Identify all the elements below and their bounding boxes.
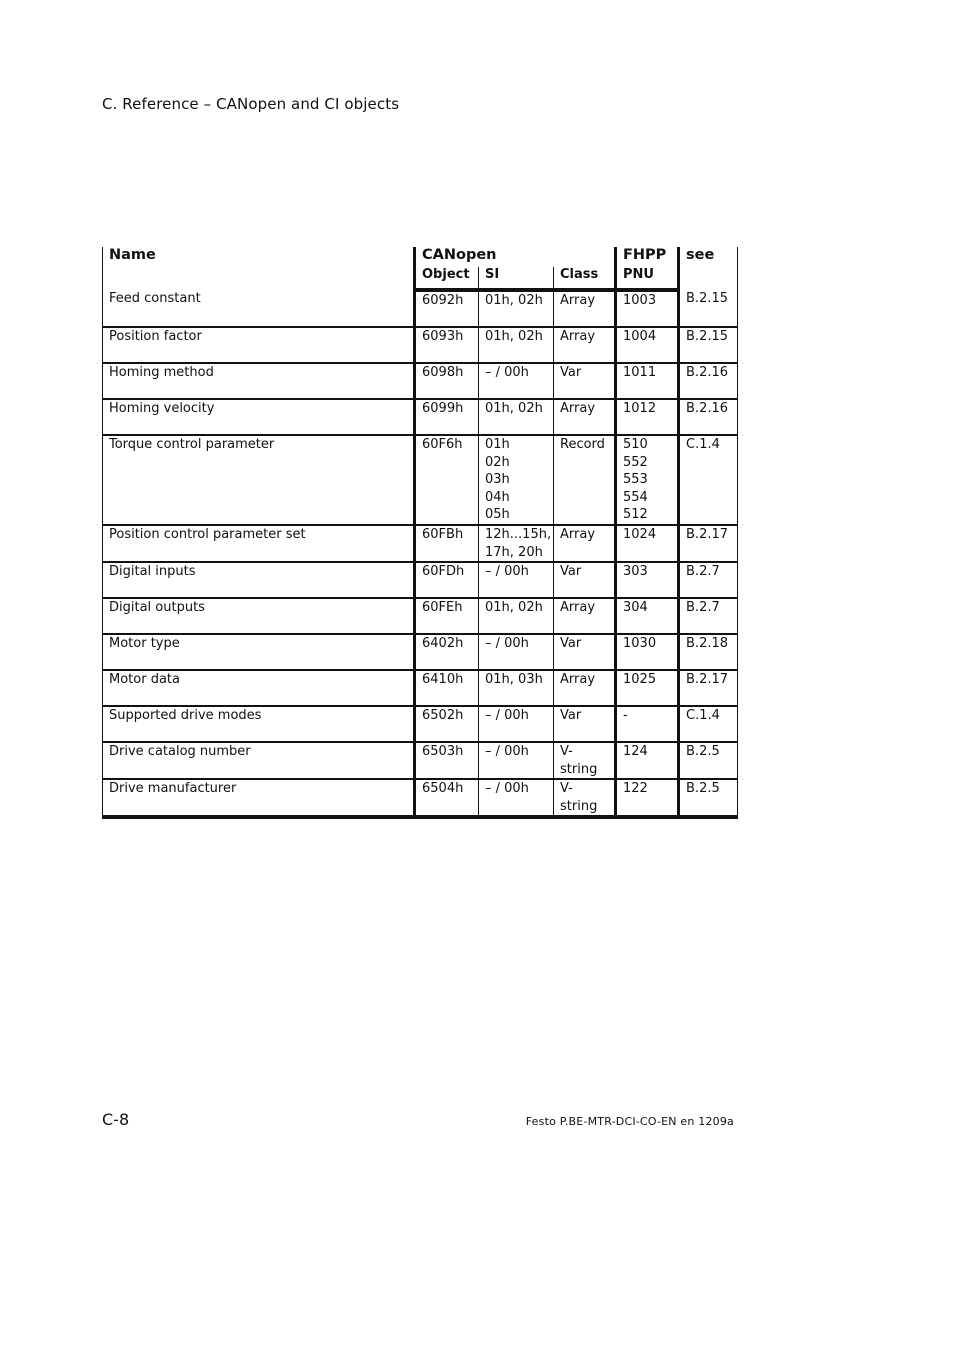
table-row <box>103 327 738 363</box>
cell-si: – / 00h <box>479 363 554 399</box>
cell-class: Array <box>554 670 616 706</box>
table-row <box>103 363 738 399</box>
cell-object: 6410h <box>415 670 479 706</box>
cell-see: B.2.17 <box>679 525 738 562</box>
cell-see: C.1.4 <box>679 706 738 742</box>
cell-pnu: 1011 <box>616 363 679 399</box>
cell-see: B.2.17 <box>679 670 738 706</box>
cell-pnu: 1024 <box>616 525 679 562</box>
cell-si: 01h, 02h <box>479 598 554 634</box>
cell-si: 01h, 02h <box>479 399 554 435</box>
cell-si: 01h, 03h <box>479 670 554 706</box>
cell-object: 6098h <box>415 363 479 399</box>
cell-see: B.2.18 <box>679 634 738 670</box>
page-number: C-8 <box>102 1110 130 1129</box>
cell-see: B.2.7 <box>679 598 738 634</box>
cell-class: Array <box>554 399 616 435</box>
table-row <box>103 290 738 327</box>
cell-object: 6093h <box>415 327 479 363</box>
header-si: SI <box>479 267 554 290</box>
cell-pnu: 1004 <box>616 327 679 363</box>
cell-object: 60FDh <box>415 562 479 598</box>
header-fhpp: FHPP <box>616 247 679 267</box>
header-name: Name <box>103 247 415 290</box>
cell-object: 6503h <box>415 742 479 779</box>
cell-see: B.2.5 <box>679 742 738 779</box>
cell-see: B.2.5 <box>679 779 738 817</box>
cell-class: Var <box>554 706 616 742</box>
cell-class: V-string <box>554 779 616 817</box>
cell-name: Digital outputs <box>103 598 415 634</box>
table-row <box>103 525 738 562</box>
cell-class: Record <box>554 435 616 525</box>
cell-si: – / 00h <box>479 562 554 598</box>
cell-pnu: 1025 <box>616 670 679 706</box>
header-pnu: PNU <box>616 267 679 290</box>
header-canopen: CANopen <box>415 247 616 267</box>
cell-class: Array <box>554 290 616 327</box>
header-object: Object <box>415 267 479 290</box>
cell-name: Motor type <box>103 634 415 670</box>
cell-class: V-string <box>554 742 616 779</box>
cell-name: Homing method <box>103 363 415 399</box>
cell-object: 6092h <box>415 290 479 327</box>
cell-pnu: 1003 <box>616 290 679 327</box>
table-row <box>103 779 738 817</box>
cell-see: B.2.7 <box>679 562 738 598</box>
cell-si: – / 00h <box>479 706 554 742</box>
cell-name: Supported drive modes <box>103 706 415 742</box>
cell-see: B.2.15 <box>679 327 738 363</box>
cell-object: 6502h <box>415 706 479 742</box>
cell-pnu: 122 <box>616 779 679 817</box>
cell-class: Array <box>554 327 616 363</box>
cell-name: Position factor <box>103 327 415 363</box>
cell-pnu: 510 552 553 554 512 <box>616 435 679 525</box>
cell-pnu: - <box>616 706 679 742</box>
cell-name: Position control parameter set <box>103 525 415 562</box>
table-row <box>103 435 738 525</box>
cell-si: 01h 02h 03h 04h 05h <box>479 435 554 525</box>
cell-object: 60FEh <box>415 598 479 634</box>
chapter-title: C. Reference – CANopen and CI objects <box>102 95 400 113</box>
cell-class: Var <box>554 363 616 399</box>
cell-class: Array <box>554 598 616 634</box>
canopen-objects-table <box>102 247 738 819</box>
cell-name: Motor data <box>103 670 415 706</box>
cell-object: 6402h <box>415 634 479 670</box>
cell-class: Var <box>554 562 616 598</box>
cell-see: B.2.16 <box>679 399 738 435</box>
cell-si: – / 00h <box>479 634 554 670</box>
cell-pnu: 1030 <box>616 634 679 670</box>
cell-name: Drive catalog number <box>103 742 415 779</box>
cell-name: Feed constant <box>103 290 415 327</box>
cell-pnu: 1012 <box>616 399 679 435</box>
table-row <box>103 706 738 742</box>
table-row <box>103 399 738 435</box>
cell-see: C.1.4 <box>679 435 738 525</box>
cell-pnu: 304 <box>616 598 679 634</box>
cell-object: 60FBh <box>415 525 479 562</box>
cell-name: Drive manufacturer <box>103 779 415 817</box>
cell-name: Digital inputs <box>103 562 415 598</box>
cell-object: 6504h <box>415 779 479 817</box>
cell-class: Var <box>554 634 616 670</box>
cell-si: – / 00h <box>479 779 554 817</box>
cell-si: – / 00h <box>479 742 554 779</box>
header-see: see <box>679 247 738 290</box>
table-row <box>103 670 738 706</box>
cell-pnu: 124 <box>616 742 679 779</box>
cell-pnu: 303 <box>616 562 679 598</box>
cell-si: 12h...15h, 17h, 20h <box>479 525 554 562</box>
cell-si: 01h, 02h <box>479 290 554 327</box>
table-row <box>103 634 738 670</box>
cell-si: 01h, 02h <box>479 327 554 363</box>
table-row <box>103 598 738 634</box>
document-id: Festo P.BE-MTR-DCI-CO-EN en 1209a <box>525 1115 734 1128</box>
cell-object: 6099h <box>415 399 479 435</box>
cell-see: B.2.16 <box>679 363 738 399</box>
cell-see: B.2.15 <box>679 290 738 327</box>
cell-name: Homing velocity <box>103 399 415 435</box>
cell-class: Array <box>554 525 616 562</box>
cell-name: Torque control parameter <box>103 435 415 525</box>
table-row <box>103 562 738 598</box>
cell-object: 60F6h <box>415 435 479 525</box>
table-row <box>103 742 738 779</box>
header-class: Class <box>554 267 616 290</box>
